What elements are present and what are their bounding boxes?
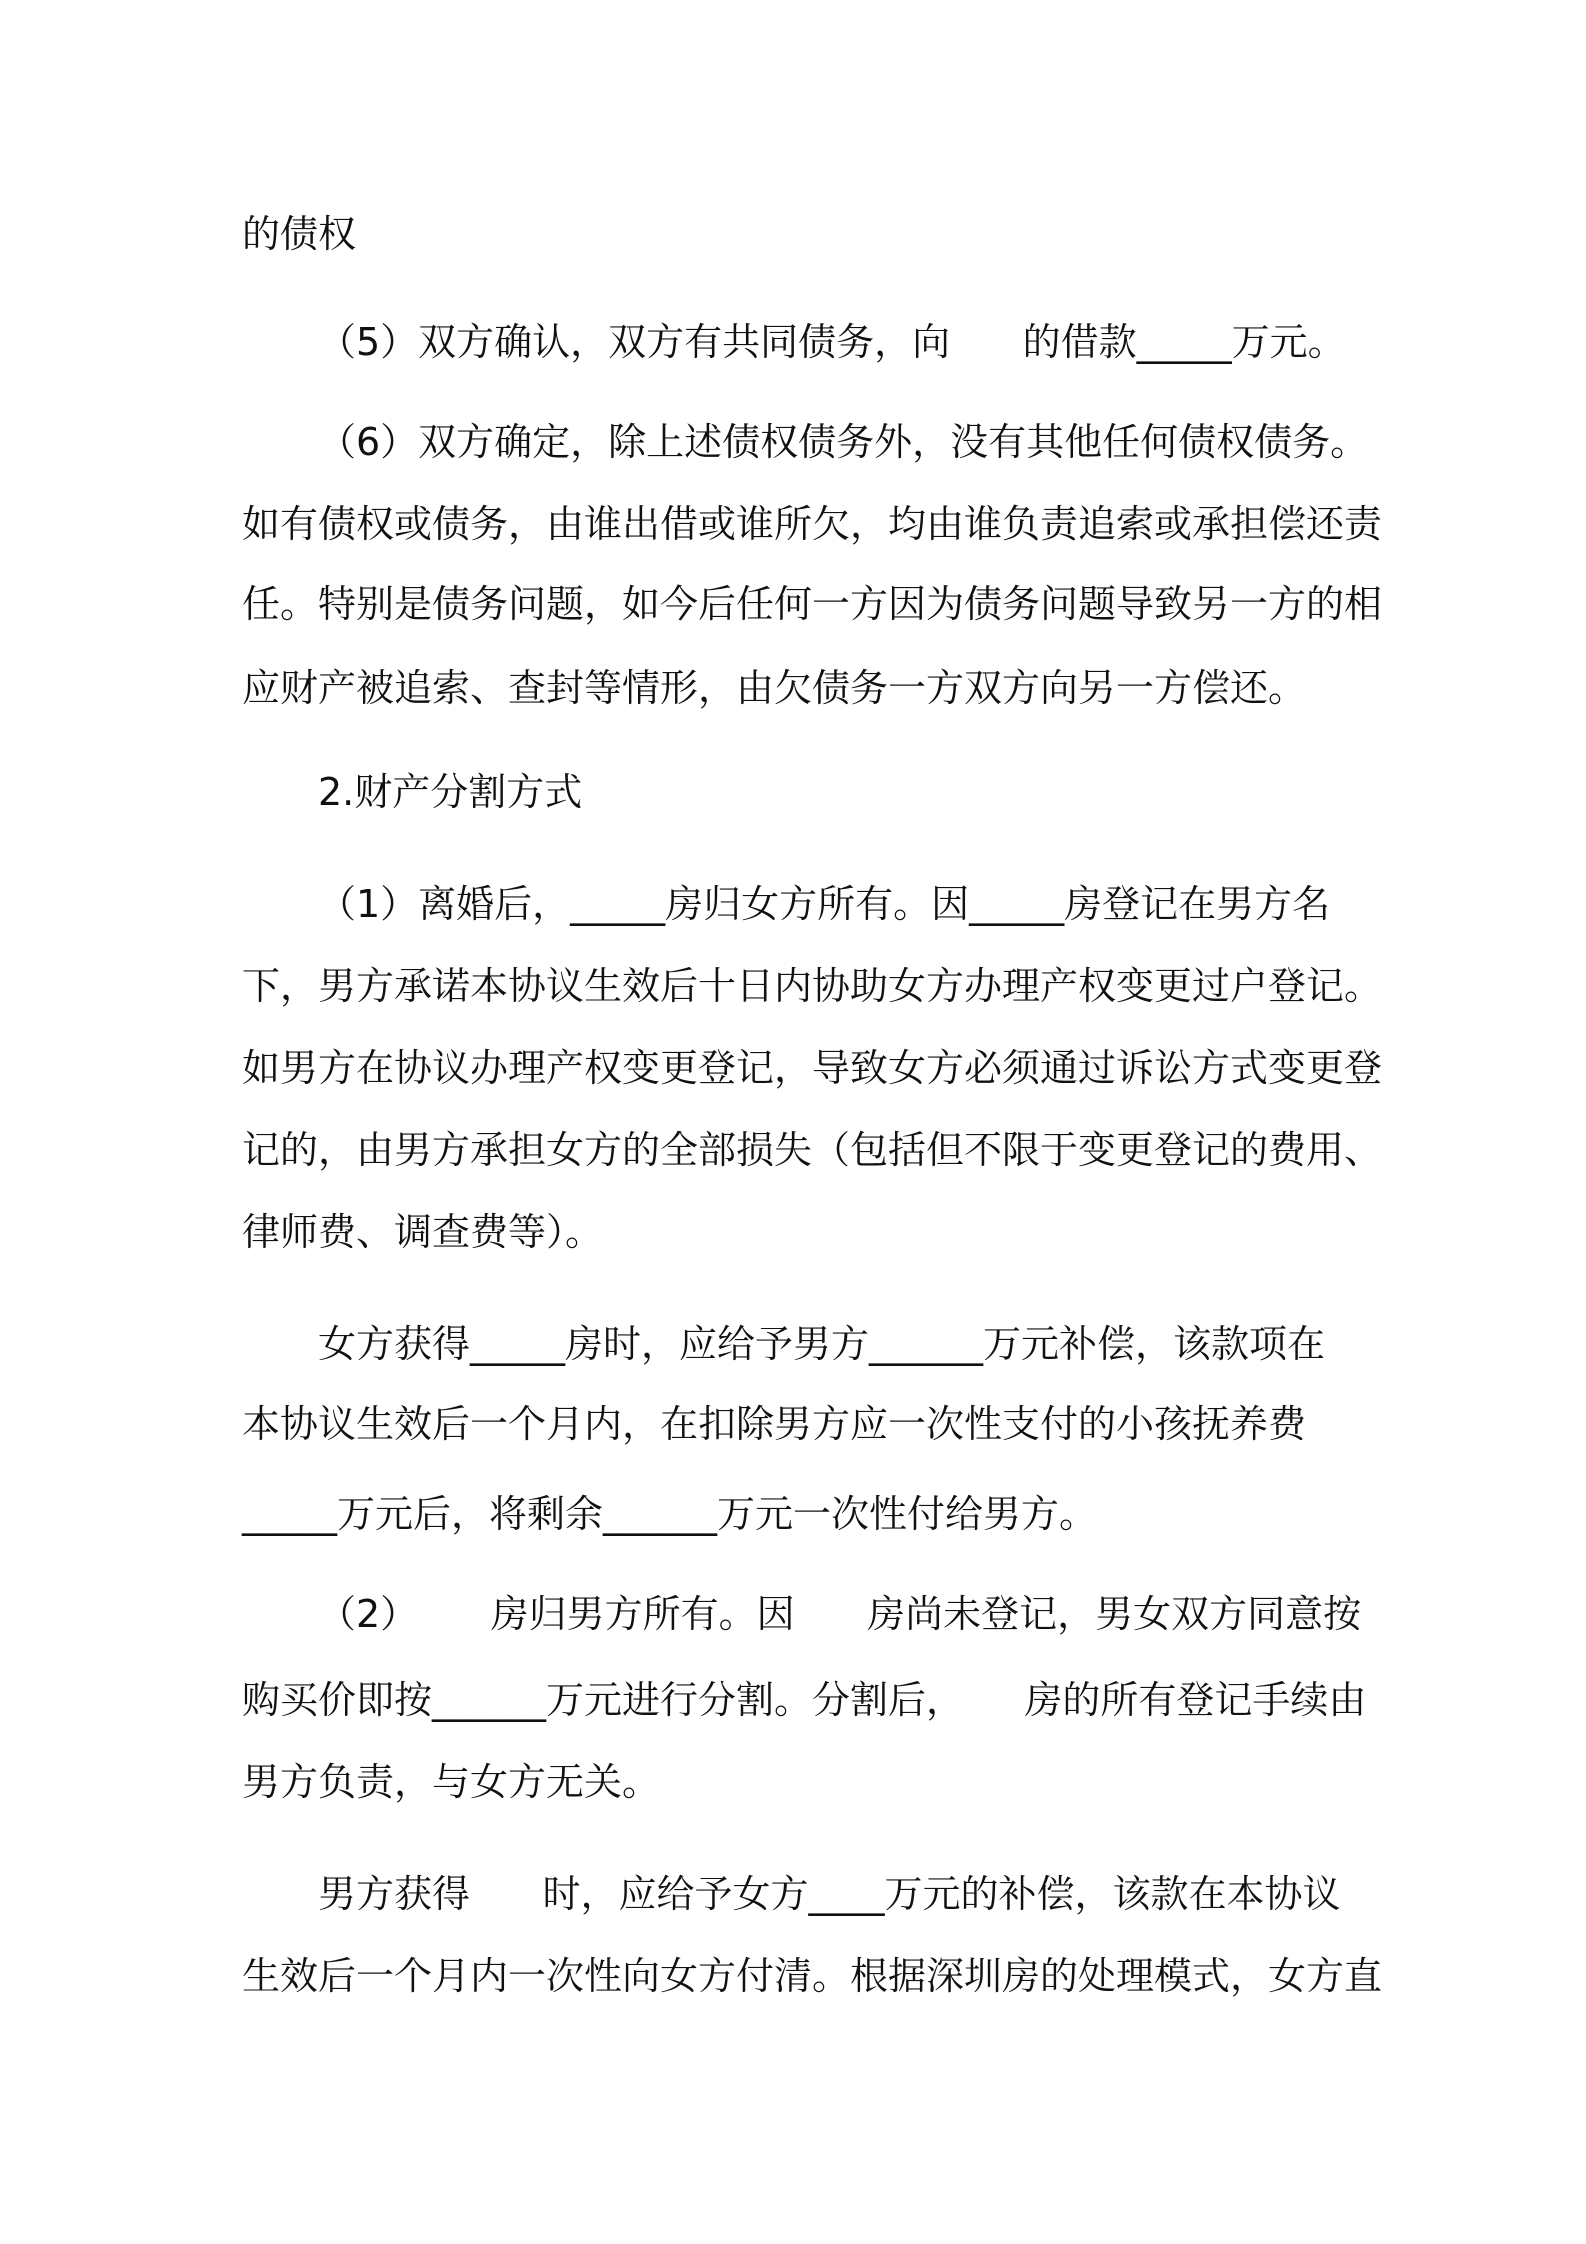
text-line: 女方获得_____房时，应给予男方______万元补偿，该款项在 [318, 1322, 1326, 1366]
text-line: 男方获得 时，应给予女方____万元的补偿，该款在本协议 [318, 1872, 1341, 1916]
text-line: （6）双方确定，除上述债权债务外，没有其他任何债权债务。 [318, 420, 1369, 464]
text-line: （5）双方确认，双方有共同债务，向 的借款_____万元。 [318, 320, 1346, 364]
text-line: 本协议生效后一个月内，在扣除男方应一次性支付的小孩抚养费 [242, 1402, 1307, 1446]
section-heading: 2.财产分割方式 [318, 770, 583, 814]
text-line: 记的，由男方承担女方的全部损失（包括但不限于变更登记的费用、 [242, 1128, 1383, 1172]
text-line: 律师费、调查费等）。 [242, 1210, 604, 1254]
text-line: 如有债权或债务，由谁出借或谁所欠，均由谁负责追索或承担偿还责 [242, 502, 1383, 546]
text-line: 的债权 [242, 212, 357, 256]
text-line: 应财产被追索、查封等情形，由欠债务一方双方向另一方偿还。 [242, 666, 1307, 710]
text-line: _____万元后，将剩余______万元一次性付给男方。 [242, 1492, 1098, 1536]
text-line: （2） 房归男方所有。因 房尚未登记，男女双方同意按 [318, 1592, 1362, 1636]
text-line: 任。特别是债务问题，如今后任何一方因为债务问题导致另一方的相 [242, 582, 1383, 626]
text-line: （1）离婚后，_____房归女方所有。因_____房登记在男方名 [318, 882, 1331, 926]
text-line: 如男方在协议办理产权变更登记，导致女方必须通过诉讼方式变更登 [242, 1046, 1383, 1090]
text-line: 生效后一个月内一次性向女方付清。根据深圳房的处理模式，女方直 [242, 1954, 1383, 1998]
text-line: 下，男方承诺本协议生效后十日内协助女方办理产权变更过户登记。 [242, 964, 1383, 1008]
text-line: 男方负责，与女方无关。 [242, 1760, 661, 1804]
text-line: 购买价即按______万元进行分割。分割后， 房的所有登记手续由 [242, 1678, 1367, 1722]
